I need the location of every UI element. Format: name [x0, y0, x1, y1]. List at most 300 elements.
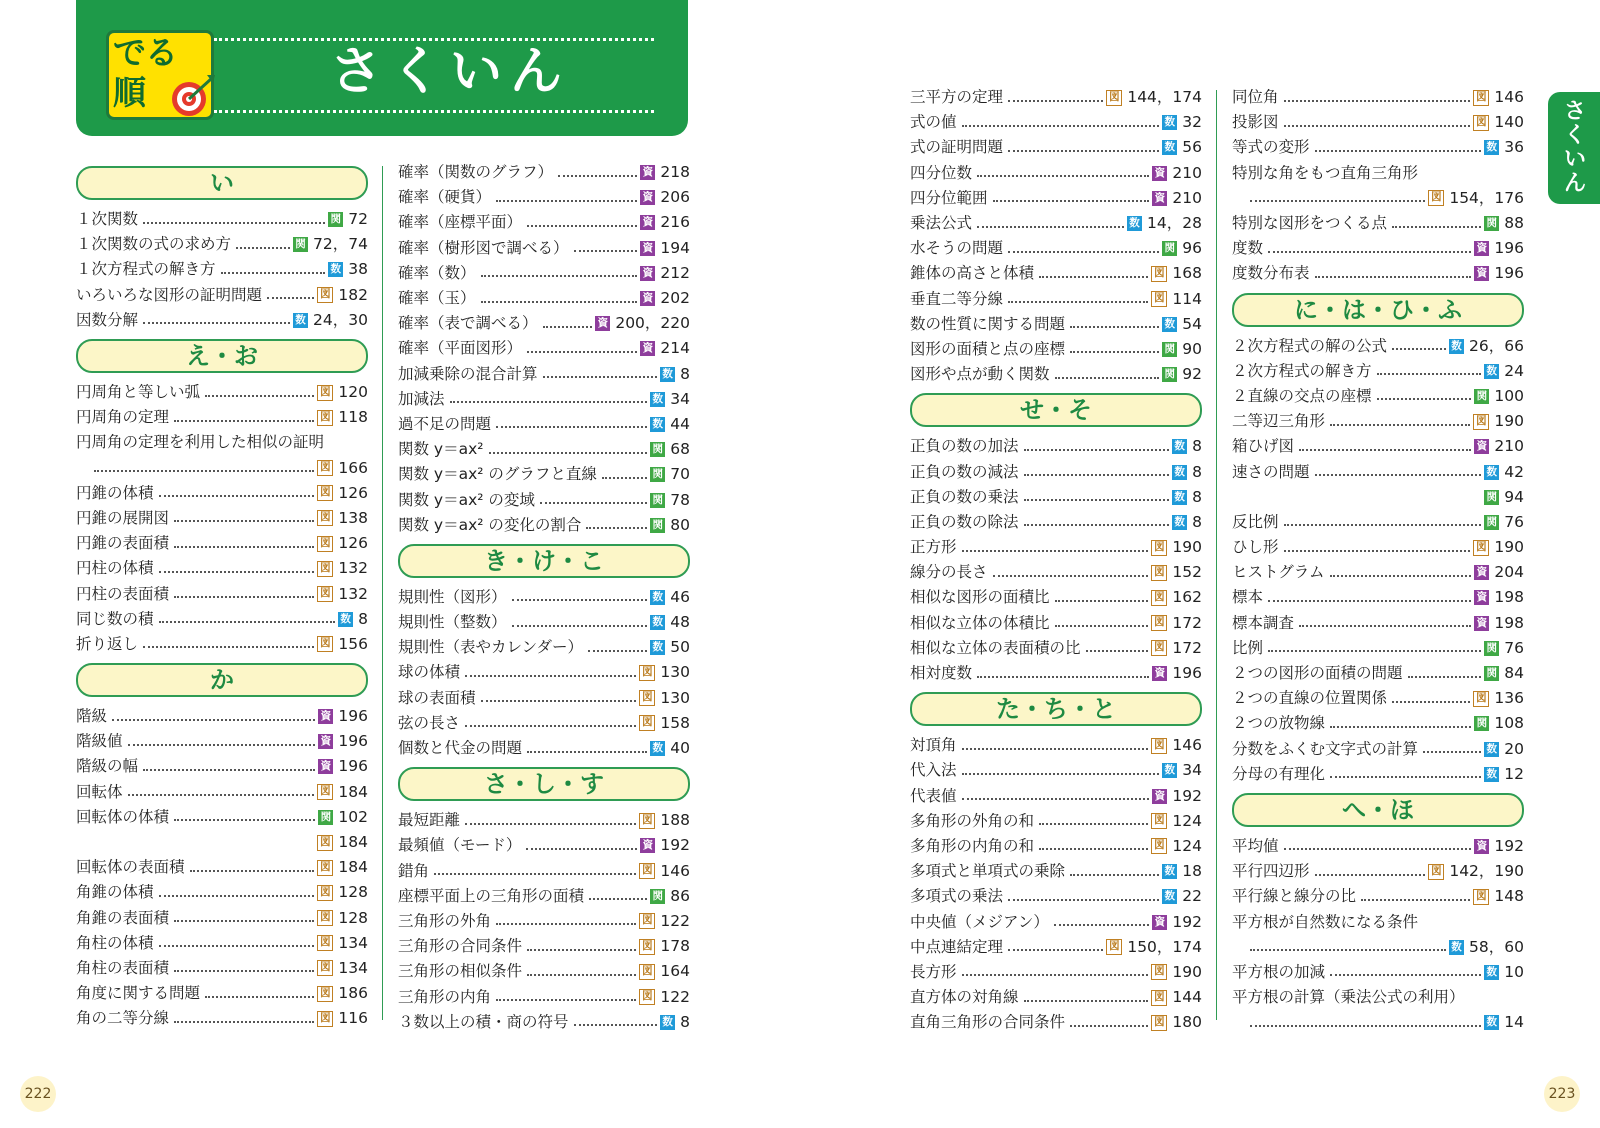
banner-dotted-line-top [214, 38, 654, 41]
leader-dots [977, 226, 1124, 228]
page-reference [1172, 485, 1202, 510]
index-entry [910, 312, 1202, 337]
page-number: 212 [660, 263, 690, 282]
leader-dots [174, 420, 314, 422]
page-number: 192 [660, 836, 690, 855]
page-title: さくいん [329, 42, 570, 102]
page-number: 124 [1172, 811, 1202, 830]
page-reference [1151, 834, 1202, 859]
leader-dots [1377, 398, 1472, 400]
subject-badge: 図 [1473, 115, 1489, 131]
page-reference [640, 336, 690, 361]
index-term: 錯角 [398, 861, 430, 880]
page-number: 192 [1172, 912, 1202, 931]
page-number: 136 [1494, 689, 1524, 708]
index-entry [76, 283, 368, 308]
index-entry [910, 110, 1202, 135]
page-number: 102 [338, 807, 368, 826]
leader-dots [496, 923, 636, 925]
subject-badge: 数 [1484, 364, 1499, 379]
index-entry [1232, 884, 1524, 909]
subject-badge: 図 [1151, 738, 1167, 754]
page-reference [640, 261, 690, 286]
index-entry [1232, 510, 1524, 535]
index-term: 標本 [1232, 588, 1264, 607]
subject-badge: 関 [328, 212, 343, 227]
leader-dots [540, 502, 647, 504]
subject-badge: 図 [1473, 691, 1489, 707]
page-reference [1151, 809, 1202, 834]
index-entry [1232, 161, 1524, 186]
index-entry [76, 632, 368, 657]
index-term: 式の証明問題 [910, 138, 1004, 157]
page-number: 132 [338, 559, 368, 578]
index-entry [1232, 661, 1524, 686]
subject-badge: 図 [639, 665, 655, 681]
index-entry [76, 405, 368, 430]
page-reference [1474, 560, 1524, 585]
index-term: 角錐の体積 [76, 883, 154, 902]
index-entry [1232, 334, 1524, 359]
page-reference [1484, 737, 1524, 762]
page-number: 14 [1504, 1013, 1524, 1032]
index-term: 確率（玉） [398, 289, 476, 308]
page-reference [317, 830, 368, 855]
index-entry [398, 959, 690, 984]
index-entry [76, 556, 368, 581]
subject-badge: 資 [640, 190, 655, 205]
subject-badge: 関 [1162, 241, 1177, 256]
page-reference [317, 405, 368, 430]
subject-badge: 資 [1152, 789, 1167, 804]
leader-dots [143, 222, 325, 224]
index-entry [1232, 909, 1524, 934]
page-reference [639, 959, 690, 984]
page-number: 118 [338, 408, 368, 427]
index-term: ３数以上の積・商の符号 [398, 1012, 569, 1031]
page-reference [317, 956, 368, 981]
subject-badge: 資 [1152, 166, 1167, 181]
index-term: 弦の長さ [398, 713, 461, 732]
subject-badge: 関 [1162, 342, 1177, 357]
page-number: 196 [1494, 239, 1524, 258]
subject-badge: 図 [317, 986, 333, 1002]
leader-dots [465, 725, 636, 727]
subject-badge: 数 [338, 612, 353, 627]
leader-dots [205, 996, 314, 998]
index-entry [398, 1010, 690, 1035]
subject-badge: 数 [650, 615, 665, 630]
page-reference [1172, 460, 1202, 485]
subject-badge: 図 [317, 784, 333, 800]
page-reference [1474, 585, 1524, 610]
subject-badge: 図 [317, 561, 333, 577]
page-reference [1484, 636, 1524, 661]
leader-dots [450, 401, 648, 403]
leader-dots [465, 823, 636, 825]
index-entry [398, 311, 690, 336]
page-reference [1484, 359, 1524, 384]
index-term: 比例 [1232, 638, 1264, 657]
index-entry [76, 780, 368, 805]
leader-dots [1008, 301, 1148, 303]
subject-badge: 数 [1162, 763, 1177, 778]
index-entry [1232, 686, 1524, 711]
page-number: 8 [1192, 437, 1202, 456]
page-number: 166 [338, 458, 368, 477]
index-entry [1232, 85, 1524, 110]
page-number: 192 [1172, 786, 1202, 805]
index-entry [398, 736, 690, 761]
page-number: 116 [338, 1009, 368, 1028]
page-reference [650, 736, 690, 761]
index-term: 確率（平面図形） [398, 339, 523, 358]
index-term: 平均値 [1232, 836, 1279, 855]
leader-dots [94, 470, 314, 472]
index-entry [76, 906, 368, 931]
page-reference [650, 513, 690, 538]
index-entry [398, 336, 690, 361]
subject-badge: 関 [650, 442, 665, 457]
page-reference [1152, 784, 1202, 809]
page-number: 134 [338, 958, 368, 977]
subject-badge: 数 [293, 313, 308, 328]
page-reference [1106, 935, 1202, 960]
index-term: １次関数の式の求め方 [76, 235, 232, 254]
leader-dots [1250, 949, 1446, 951]
leader-dots [221, 272, 326, 274]
subject-badge: 図 [1151, 565, 1167, 581]
page-number: 210 [1172, 163, 1202, 182]
index-term: 度数分布表 [1232, 264, 1310, 283]
index-term: 角柱の体積 [76, 933, 154, 952]
index-entry [398, 437, 690, 462]
subject-badge: 図 [639, 813, 655, 829]
page-number: 22 [1182, 887, 1202, 906]
leader-dots [1008, 100, 1103, 102]
leader-dots [1086, 650, 1149, 652]
index-term: 角の二等分線 [76, 1009, 170, 1028]
page-number: 32 [1182, 113, 1202, 132]
page-reference [1162, 236, 1202, 261]
subject-badge: 図 [317, 885, 333, 901]
subject-badge: 図 [317, 287, 333, 303]
page-reference [639, 934, 690, 959]
page-reference [1474, 261, 1524, 286]
page-number: 78 [670, 490, 690, 509]
index-entry [398, 261, 690, 286]
index-entry [1232, 960, 1524, 985]
leader-dots [1250, 1025, 1481, 1027]
subject-badge: 関 [1484, 666, 1499, 681]
page-reference [1484, 460, 1524, 485]
page-reference [317, 456, 368, 481]
page-reference [1473, 110, 1524, 135]
page-number: 40 [670, 739, 690, 758]
leader-dots [526, 848, 637, 850]
page-reference [1172, 510, 1202, 535]
page-reference [1106, 85, 1202, 110]
leader-dots [174, 596, 314, 598]
index-entry [1232, 236, 1524, 261]
index-entry [76, 481, 368, 506]
subject-badge: 数 [1162, 864, 1177, 879]
index-term: 図形や点が動く関数 [910, 365, 1050, 384]
subject-badge: 資 [1474, 241, 1489, 256]
page-reference [317, 556, 368, 581]
leader-dots [174, 520, 314, 522]
page-reference [640, 160, 690, 185]
index-term: ２次方程式の解の公式 [1232, 336, 1388, 355]
index-term: 正負の数の減法 [910, 462, 1019, 481]
index-term: 度数 [1232, 239, 1264, 258]
index-term: 三角形の内角 [398, 987, 492, 1006]
index-entry [398, 686, 690, 711]
index-term: 平方根が自然数になる条件 [1232, 912, 1419, 931]
page-number: 8 [1192, 512, 1202, 531]
index-term: 特別な角をもつ直角三角形 [1232, 163, 1419, 182]
leader-dots [1039, 276, 1148, 278]
index-entry [1232, 611, 1524, 636]
index-entry [910, 960, 1202, 985]
page-number: 84 [1504, 664, 1524, 683]
page-reference [1162, 884, 1202, 909]
leader-dots [1008, 251, 1159, 253]
subject-badge: 数 [1162, 889, 1177, 904]
subject-badge: 数 [660, 367, 675, 382]
index-term: 中点連結定理 [910, 937, 1004, 956]
index-entry [910, 560, 1202, 585]
index-term: 錐体の高さと体積 [910, 264, 1035, 283]
page-reference [1473, 85, 1524, 110]
page-reference [1162, 337, 1202, 362]
page-number: 188 [660, 811, 690, 830]
subject-badge: 資 [640, 838, 655, 853]
index-entry [910, 211, 1202, 236]
page-reference [317, 880, 368, 905]
index-entry [398, 808, 690, 833]
leader-dots [1054, 924, 1150, 926]
page-number: 114 [1172, 289, 1202, 308]
subject-badge: 関 [1484, 490, 1499, 505]
index-entry [76, 956, 368, 981]
index-entry [910, 510, 1202, 535]
index-term: 確率（関数のグラフ） [398, 163, 554, 182]
section-heading: た・ち・と [910, 692, 1202, 726]
page-number: 42 [1504, 462, 1524, 481]
index-term: 確率（硬貨） [398, 188, 492, 207]
leader-dots [236, 247, 290, 249]
subject-badge: 数 [1162, 115, 1177, 130]
index-term: 規則性（表やカレンダー） [398, 638, 583, 657]
page-number: 46 [670, 587, 690, 606]
index-term: 回転体の体積 [76, 807, 170, 826]
index-entry [910, 585, 1202, 610]
page-number: 132 [338, 584, 368, 603]
index-entry [398, 236, 690, 261]
index-term: 対頂角 [910, 736, 957, 755]
page-number-left: 222 [20, 1076, 56, 1112]
page-number: 70 [670, 465, 690, 484]
page-number: 36 [1504, 138, 1524, 157]
leader-dots [527, 974, 636, 976]
page-number: 184 [338, 782, 368, 801]
subject-badge: 資 [1152, 191, 1167, 206]
subject-badge: 関 [1474, 389, 1489, 404]
index-term: 速さの問題 [1232, 462, 1310, 481]
index-term: 同じ数の積 [76, 609, 154, 628]
index-term: 平行四辺形 [1232, 862, 1310, 881]
leader-dots [1330, 776, 1481, 778]
page-number: 122 [660, 987, 690, 1006]
subject-badge: 資 [1152, 666, 1167, 681]
page-number: 130 [660, 663, 690, 682]
index-entry [398, 585, 690, 610]
index-entry [910, 985, 1202, 1010]
leader-dots [1070, 326, 1159, 328]
page-number: 190 [1172, 538, 1202, 557]
page-reference [1162, 110, 1202, 135]
page-number: 194 [660, 238, 690, 257]
subject-badge: 図 [1151, 838, 1167, 854]
index-entry [398, 286, 690, 311]
index-entry [910, 636, 1202, 661]
subject-badge: 数 [1172, 439, 1187, 454]
index-term: 相似な立体の体積比 [910, 613, 1050, 632]
page-number: 162 [1172, 588, 1202, 607]
leader-dots [143, 646, 314, 648]
leader-dots [434, 873, 636, 875]
index-term: ２つの直線の位置関係 [1232, 689, 1388, 708]
index-entry [76, 456, 368, 481]
index-entry [910, 362, 1202, 387]
page-reference [1152, 910, 1202, 935]
index-term: 相似な立体の表面積の比 [910, 638, 1081, 657]
index-entry [398, 635, 690, 660]
page-reference [317, 506, 368, 531]
leader-dots [962, 125, 1160, 127]
page-number: 190 [1172, 962, 1202, 981]
index-entry [1232, 359, 1524, 384]
subject-badge: 数 [1449, 339, 1464, 354]
index-term: 相似な図形の面積比 [910, 588, 1050, 607]
leader-dots [267, 297, 314, 299]
page-reference [1473, 686, 1524, 711]
index-entry [398, 462, 690, 487]
index-entry [76, 830, 368, 855]
index-term: 最頻値（モード） [398, 836, 522, 855]
leader-dots [1055, 625, 1149, 627]
index-entry [1232, 135, 1524, 160]
subject-badge: 図 [639, 913, 655, 929]
page-reference [317, 780, 368, 805]
subject-badge: 図 [1106, 90, 1122, 106]
subject-badge: 図 [1428, 864, 1444, 880]
index-term: 分数をふくむ文字式の計算 [1232, 739, 1419, 758]
page-number: 144 [1172, 988, 1202, 1007]
subject-badge: 図 [317, 935, 333, 951]
leader-dots [1070, 874, 1159, 876]
leader-dots [1284, 125, 1471, 127]
page-number: 14，28 [1147, 214, 1202, 233]
page-reference [1151, 261, 1202, 286]
index-entry [910, 611, 1202, 636]
page-reference [1151, 287, 1202, 312]
subject-badge: 図 [1106, 939, 1122, 955]
page-number: 72，74 [313, 235, 368, 254]
page-number: 48 [670, 613, 690, 632]
page-reference [1484, 485, 1524, 510]
index-entry [398, 160, 690, 185]
page-reference [1484, 510, 1524, 535]
page-number: 44 [670, 414, 690, 433]
page-number: 68 [670, 440, 690, 459]
leader-dots [1330, 575, 1472, 577]
index-term: 直角三角形の合同条件 [910, 1013, 1066, 1032]
leader-dots [1268, 650, 1481, 652]
page-reference [1473, 884, 1524, 909]
leader-dots [174, 1021, 314, 1023]
index-column-3 [910, 85, 1202, 1035]
index-term: 特別な図形をつくる点 [1232, 214, 1388, 233]
index-term: 平方根の計算（乗法公式の利用） [1232, 988, 1465, 1007]
leader-dots [1008, 899, 1159, 901]
leader-dots [1039, 848, 1148, 850]
page-number: 196 [338, 757, 368, 776]
page-reference [660, 362, 690, 387]
subject-badge: 図 [639, 863, 655, 879]
leader-dots [1024, 499, 1170, 501]
page-reference [1474, 711, 1524, 736]
index-entry [76, 380, 368, 405]
index-entry [1232, 211, 1524, 236]
index-entry [76, 430, 368, 455]
index-entry [76, 207, 368, 232]
index-term: 関数 y＝ax² の変域 [398, 490, 535, 509]
page-reference [1151, 611, 1202, 636]
index-entry [76, 257, 368, 282]
page-number: 90 [1182, 339, 1202, 358]
leader-dots [1250, 200, 1425, 202]
page-number: 126 [338, 534, 368, 553]
index-term: 投影図 [1232, 113, 1279, 132]
subject-badge: 資 [640, 266, 655, 281]
index-term: 多項式の乗法 [910, 887, 1004, 906]
index-entry [76, 308, 368, 333]
index-entry [1232, 935, 1524, 960]
index-term: 多角形の外角の和 [910, 811, 1035, 830]
page-reference [640, 286, 690, 311]
deru-jun-logo [106, 30, 214, 120]
index-term: 回転体 [76, 782, 123, 801]
page-number: 140 [1494, 113, 1524, 132]
index-entry [1232, 636, 1524, 661]
index-entry [910, 935, 1202, 960]
banner-dotted-line-bottom [214, 110, 654, 113]
page-reference [639, 711, 690, 736]
leader-dots [1299, 449, 1471, 451]
page-number: 108 [1494, 714, 1524, 733]
page-number: 144，174 [1127, 88, 1202, 107]
page-reference [650, 884, 690, 909]
index-entry [910, 85, 1202, 110]
leader-dots [1330, 726, 1471, 728]
index-term: 中央値（メジアン） [910, 912, 1049, 931]
subject-badge: 資 [318, 734, 333, 749]
index-entry [910, 161, 1202, 186]
page-reference [1473, 535, 1524, 560]
index-entry [76, 232, 368, 257]
